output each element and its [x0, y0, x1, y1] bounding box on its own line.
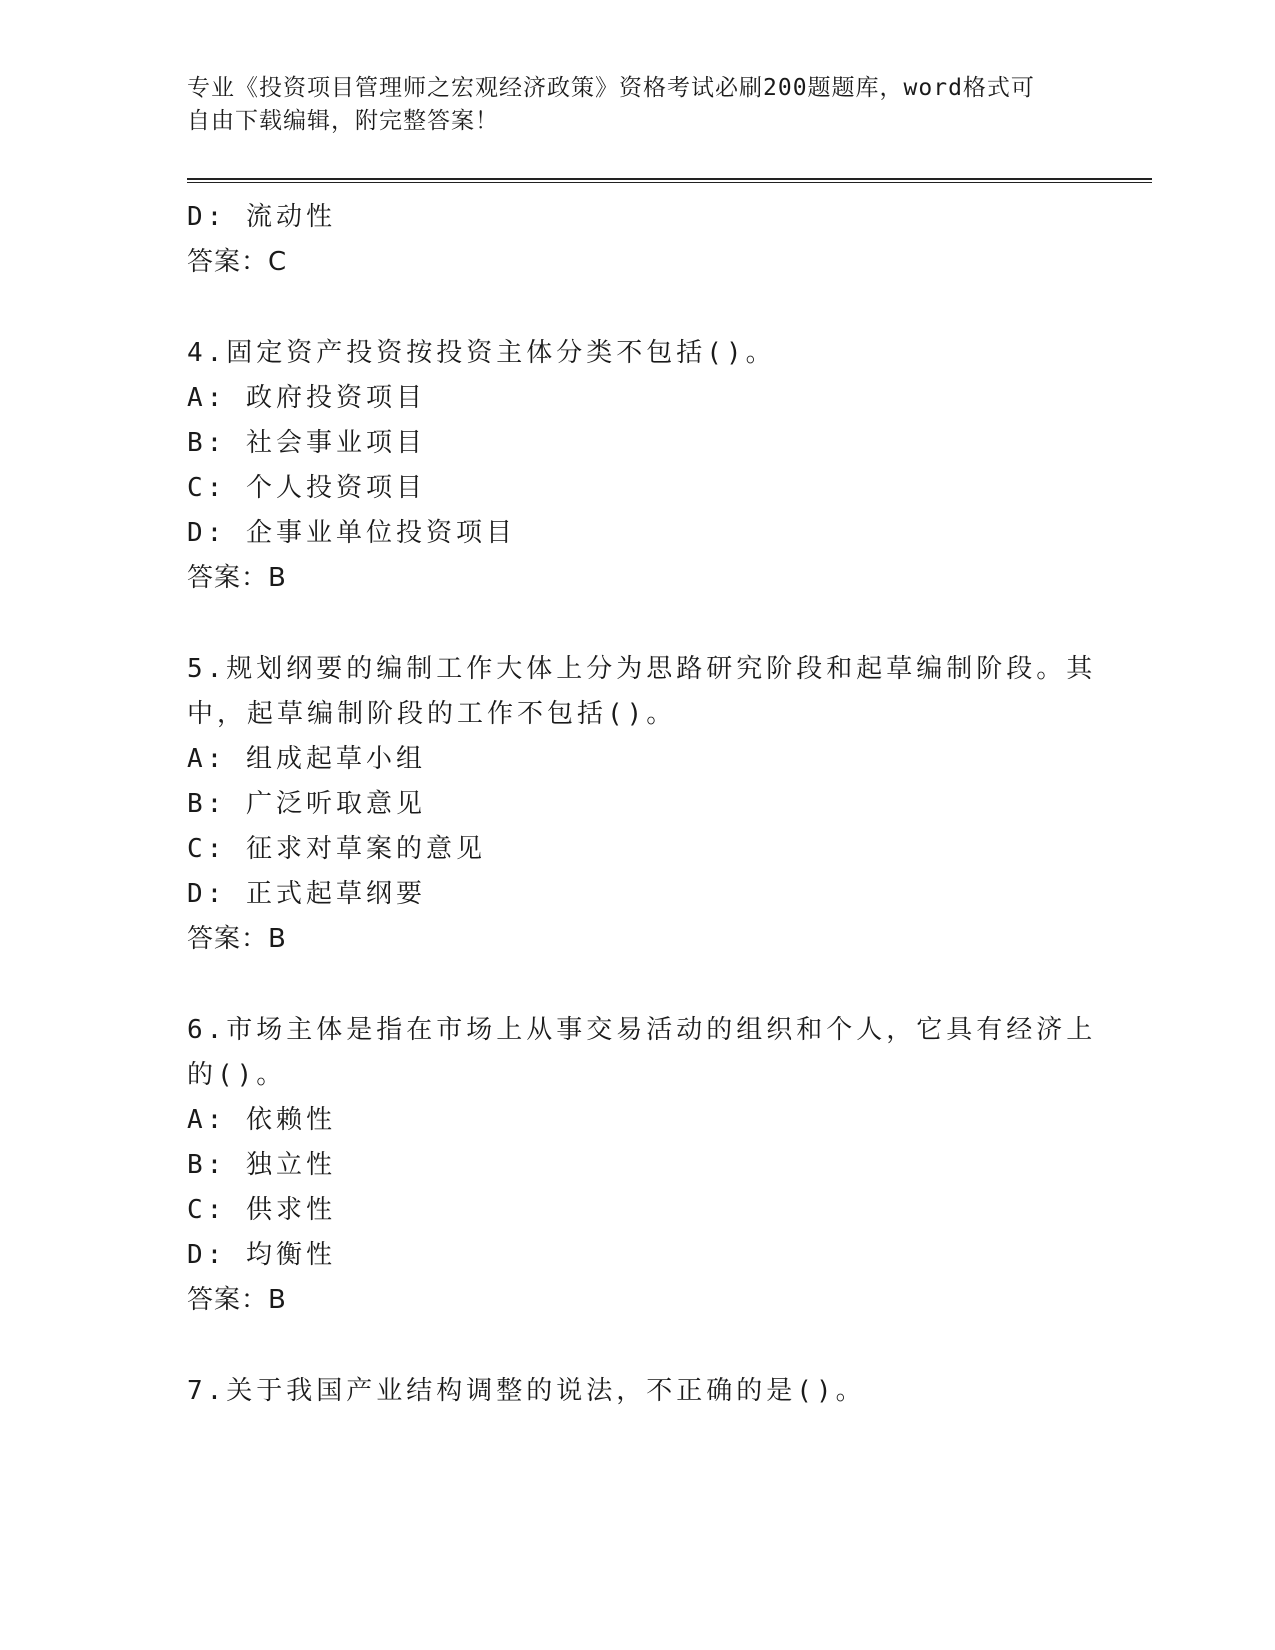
spacer — [187, 285, 1152, 331]
question-4 — [187, 331, 1152, 601]
answer-line: 答案：B — [187, 1285, 287, 1315]
header-line-2: 自由下载编辑，附完整答案！ — [187, 108, 499, 134]
option-c: C: 征求对草案的意见 — [187, 834, 486, 864]
header-divider — [187, 178, 1152, 183]
carryover-block — [187, 195, 1152, 285]
document-page — [187, 72, 1152, 1414]
option-b: B: 独立性 — [187, 1150, 336, 1180]
spacer — [187, 962, 1152, 1008]
option-c: C: 供求性 — [187, 1195, 336, 1225]
option-d: D: 正式起草纲要 — [187, 879, 426, 909]
question-stem-line-1: 5.规划纲要的编制工作大体上分为思路研究阶段和起草编制阶段。其 — [187, 654, 1097, 684]
header-line-1: 专业《投资项目管理师之宏观经济政策》资格考试必刷200题题库，word格式可 — [187, 75, 1035, 101]
question-7 — [187, 1369, 1152, 1414]
question-5 — [187, 647, 1152, 962]
answer-line: 答案：C — [187, 247, 288, 277]
question-stem-line-2: 中，起草编制阶段的工作不包括()。 — [187, 699, 677, 729]
answer-line: 答案：B — [187, 924, 287, 954]
spacer — [187, 601, 1152, 647]
spacer — [187, 1323, 1152, 1369]
question-stem-line-1: 6.市场主体是指在市场上从事交易活动的组织和个人，它具有经济上 — [187, 1015, 1097, 1045]
option-d: D: 企事业单位投资项目 — [187, 518, 516, 548]
option-b: B: 广泛听取意见 — [187, 789, 426, 819]
question-stem: 7.关于我国产业结构调整的说法，不正确的是()。 — [187, 1376, 866, 1406]
option-c: C: 个人投资项目 — [187, 473, 426, 503]
answer-line: 答案：B — [187, 563, 287, 593]
option-a: A: 依赖性 — [187, 1105, 336, 1135]
option-b: B: 社会事业项目 — [187, 428, 426, 458]
option-d: D: 流动性 — [187, 202, 336, 232]
question-6 — [187, 1008, 1152, 1323]
option-a: A: 政府投资项目 — [187, 383, 426, 413]
document-header — [187, 72, 1067, 138]
question-stem-line-2: 的()。 — [187, 1060, 287, 1090]
option-a: A: 组成起草小组 — [187, 744, 426, 774]
option-d: D: 均衡性 — [187, 1240, 336, 1270]
question-stem: 4.固定资产投资按投资主体分类不包括()。 — [187, 338, 776, 368]
